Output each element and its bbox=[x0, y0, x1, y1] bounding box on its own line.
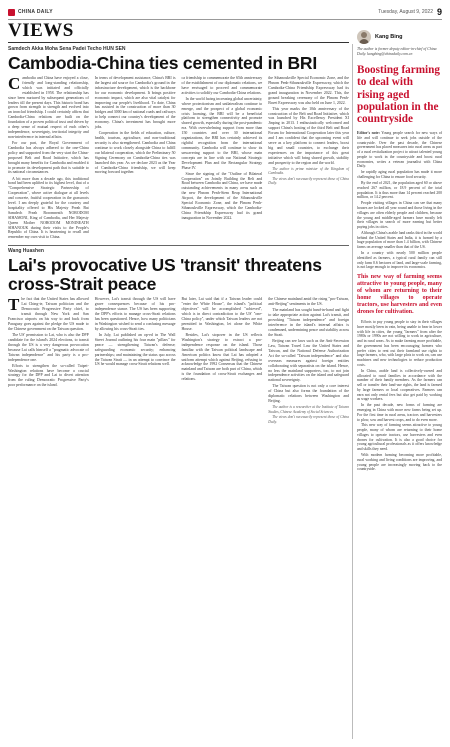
article2-paragraph: The mainland has sought hand-in-hand and fight to take appropriate action against Lai's transit, and provoking "Taiwan independence" and foreign interference in the island's internal affairs is condemned, undermining peace and stability across the Strait. bbox=[268, 308, 349, 337]
article3-headline: Boosting farming to deal with rising aged population in the countryside bbox=[357, 64, 440, 125]
article3-editors-note bbox=[357, 131, 442, 169]
article2-col-4 bbox=[268, 297, 349, 425]
article3-author-bio: The author is former deputy editor-in-chief of China Daily. kangbing@chinadaily.com.cn bbox=[357, 47, 437, 56]
article2-disclaimer: The views don't necessarily represent those of China Daily. bbox=[268, 415, 349, 424]
article3-paragraph: With modern farming becoming more profitable, rural working and living conditions are improving, and young people are increasingly moving back to the countryside. bbox=[357, 453, 442, 472]
article2-paragraph: In July, Lai published an op-ed in The Wall Street Journal outlining his four main "pillars" for peace — strengthening Taiwan's defense; safeguarding economic security; enhancing partnerships; and maintaining the status quo across the Taiwan Strait — in an attempt to convince the US he would manage cross-Strait relations well. bbox=[94, 333, 176, 367]
article1-paragraph: A bit more than a decade ago, this traditional bond had been uplifted to its highest level, that of a "Comprehensive Strategic Partnership of Cooperation", where active dialogue at all levels and concrete, fruitful cooperation in the grassroots level. I am deeply grateful for the courtesy and hospitality offered to His Majesty Preah Bat Samdech Preah Boromneath NORODOM SIHAMONI, King of Cambodia, and Her Majesty Queen Mother NORODOM MONINEATH SIHANOUK during their visits to the People's Republic of China. It is heartening to recall and remember my own visit to China. bbox=[8, 176, 89, 240]
article3-paragraph: In a country with nearly 500 million people identified as farmers, a typical rural family can still only farm 0.6 hectares of land, and large-scale farming, is not large enough to improve its economics. bbox=[357, 251, 442, 270]
article2-headline: Lai's provocative US 'transit' threatens cross-Strait peace bbox=[8, 255, 322, 295]
editors-note-label: Editor's note: bbox=[357, 131, 380, 136]
masthead-brand-group bbox=[8, 9, 53, 16]
article2-col-3 bbox=[182, 297, 263, 425]
article3-paragraph: Although China's arable land ranks third in the world behind the United States and India, it is farmed by a huge population of more than 1.4 billion, with Chinese farms on average smaller than that of the US. bbox=[357, 230, 442, 250]
article3-author: Kang Bing bbox=[375, 34, 403, 40]
article1-paragraph: For our part, the Royal Government of Cambodia has always adhered to the one-China policy and supported from the very start the China-proposed Belt and Road Initiative, which has brought many benefits for Cambodia and enabled it to promote its development path that is suitable to its national circumstances. bbox=[8, 140, 89, 175]
article3-paragraph: This new way of farming seems attractive to young people, many of whom are returning to their home villages to operate tractors, use harvesters and even drones for cultivation. It is also a good choice for young agricultural professionals as it offers knowledge and skills they need. bbox=[357, 423, 442, 452]
main-column bbox=[8, 44, 349, 425]
article2-author-note: The author is a researcher at the Institute of Taiwan Studies, Chinese Academy of Social Sciences. bbox=[268, 405, 349, 414]
article2-paragraph: Beijing can see laws such as the Anti-Secession Law, Taiwan Travel Law the United States and Taiwan, and the National Defense Authorization Act the so-called "Taiwan independence" and also overseas measures against foreign entities collaborating with separatists on the island. Hence, no less the mainland supporters, too, to not join independence activities on the island and safeguard national sovereignty. bbox=[268, 339, 349, 383]
article3-paragraph: In China, arable land is collectively-owned and allocated to rural families in accordance with the number of their family members. As the farmers can sell or transfer their land-use rights, the land is farmed by large farmers or local cooperatives. Farmers can earn not only rental fees but also get paid by working as wage workers. bbox=[357, 368, 442, 402]
article2-body bbox=[8, 297, 349, 425]
article3-paragraph: Efforts to pay young people to stay in their villages have mostly been in vain, being unable to bear in lower with life in cities, the young "farmers" from after the 1980s or 1990s are not willing to work in agriculture, and in rural areas. As to make farming more profitable, the government has been encouraging farmers who prefer cities to rent out their farmland use rights to large farmers, who, with large plots to work on, can use machines and new technologies to reduce production costs. bbox=[357, 320, 442, 367]
article2-paragraph: Efforts to strengthen the so-called Taipei-Washington relations have become a crucial strategy for the DPP and Lai to divert attention from the ruling Democratic Progressive Party's poor performance on the island. bbox=[8, 363, 89, 388]
article1-paragraph: This year marks the 10th anniversary of the construction of the Belt and Road Initiative, which was launched by His Excellency President XI Jinping in 2013. I enthusiastically welcomed and support China's hosting of the third Belt and Road Forum for International Cooperation later this year and I am confident that the upcoming event will serve as a key platform to connect leaders, boost big and small countries, to exchange their experiences on the importance of this great initiative which will bring shared growth, stability and prosperity to the region and the world. bbox=[268, 106, 349, 165]
article1-col-3 bbox=[182, 76, 263, 241]
masthead bbox=[8, 6, 442, 18]
author-avatar bbox=[357, 30, 371, 44]
article3-author-row bbox=[357, 30, 442, 44]
article1-paragraph: ca friendship to commemorate the 65th anniversary of the establishment of our diplomatic relations, we have envisaged to proceed and commemorate activities to solidify our Cambodia-China relations. bbox=[181, 76, 263, 95]
article-divider bbox=[8, 245, 349, 246]
article3-body bbox=[357, 131, 442, 472]
editors-note-text: Young people search for new ways of life and will continue to seek jobs outside of the countryside. Over the past decade, the Chinese government has placed measures into rural areas as part of a rural revitalization project to attract talented young people to work in the countryside and boost rural economies, writes a veteran journalist with China Daily. bbox=[357, 131, 443, 169]
china-daily-logo-icon bbox=[8, 9, 15, 16]
masthead-date: Tuesday, August 9, 2022 bbox=[378, 9, 433, 15]
article2-paragraph: The US' permission to Lai, who is also the DPP candidate for the island's 2024 elections, to transit through the US is a very dangerous provocation because Lai calls himself a "pragmatic advocate of Taiwan independence" and his party is a pro-independence one. bbox=[8, 333, 89, 362]
article2-paragraph: But later, Lai said that if a Taiwan leader could "enter the White House", the island's "political objectives" will be accomplished "achieved", which is in direct contradiction to the US' "one-China policy", under which Taiwan leaders are not permitted in Washington, let alone the White House. bbox=[181, 297, 263, 331]
article3-paragraph: he rapidly aging rural population has made it more challenging for China to ensure food security. bbox=[357, 170, 442, 180]
article1-col-4 bbox=[268, 76, 349, 241]
article1-col-1 bbox=[8, 76, 89, 241]
article2-paragraph: the Chinese mainland amid the rising "pro-Taiwan, anti-Beijing" sentiments in the US. bbox=[268, 297, 349, 307]
article1-author-note: The author is prime minister of the Kingdom of Cambodia. bbox=[268, 166, 349, 176]
article1-text: ambodia and China have enjoyed a close, friendly and long-standing relationship, which was initiated and officially established in 1958. The relationship has since been nurtured by subsequent generations of leaders till the present days. This historic bond has grown from strength to strength and evolved into an ironclad friendship. I could certainly affirm that Cambodia-China relations are built on the foundation of a proven political trust and driven by a deep sense of mutual respect of each other's independence, sovereignty, territorial integrity and non-interference in internal affairs. bbox=[8, 76, 89, 139]
article3-pull-quote: This new way of farming seems attractive to young people, many of whom are returning to their home villages to operate tractors, use harvesters and even drones for cultivation. bbox=[357, 274, 442, 316]
column-divider bbox=[352, 44, 353, 739]
masthead-brand: CHINA DAILY bbox=[18, 9, 53, 15]
article3-paragraph: People visiting villages in China can see that many houses are locked all year round and those living in the villages are often elderly people and children, because the young and middle-aged farmers have mostly left their villages in search of more earning but better paying jobs in cities. bbox=[357, 201, 442, 230]
article1-byline: Samdech Akka Moha Sena Padei Techo HUN SEN bbox=[8, 46, 126, 52]
article2-paragraph: The Taiwan question is not only a core interest of China but also forms the foundation of the diplomatic relations between Washington and Beijing. bbox=[268, 384, 349, 404]
article1-dropcap: C bbox=[8, 74, 21, 93]
article2-text: he fact that the United States has allowed Lai Ching-te, Taiwan politician and the Democratic Progressive Party chief, to transit through New York and San Francisco airports on his way to and back from Paraguay goes against the pledge the US made to the Chinese government on the Taiwan question. bbox=[8, 297, 89, 331]
masthead-right bbox=[378, 7, 442, 17]
article2-paragraph: Besides, Lai's stopover in the US reflects Washington's strategy to extract a pro-independence response on the island. Those familiar with the Taiwan political landscape and American politics know that Lai has adopted a uniform attempt which against Beijing, refusing to acknowledge the 1992 Consensus that the Chinese mainland and Taiwan are both part of China, which is the foundation of cross-Strait exchanges and relations. bbox=[181, 333, 263, 382]
article1-headline: Cambodia-China ties cemented in BRI bbox=[8, 53, 318, 73]
article2-col-2 bbox=[95, 297, 176, 425]
article1-col-2 bbox=[95, 76, 176, 241]
article1-paragraph bbox=[8, 76, 89, 140]
article2-paragraph bbox=[8, 297, 89, 331]
article2-col-1 bbox=[8, 297, 89, 425]
article1-disclaimer: The views don't necessarily represent those of China Daily. bbox=[268, 176, 349, 186]
article1-body bbox=[8, 76, 349, 241]
section-rule bbox=[8, 42, 349, 43]
section-title: VIEWS bbox=[8, 20, 74, 41]
article1-paragraph: Since the signing of the "Outline of Bilateral Cooperation" on Jointly Building the Belt and Road between Cambodia and China, we have made outstanding achievements in many areas such as the new Phnom Penh-Siem Reap International Airport, the development of the Sihanoukville Special Economic Zone, and the Phnom Penh-Sihanoukville Expressway, which the Cambodia-China Friendship Expressway had its grand inauguration in November 2022. bbox=[181, 171, 263, 220]
sidebar-column bbox=[357, 30, 442, 473]
article3-paragraph: In the past decade, new forms of farming are emerging in China with more new farms being set up. For the first time in rural areas, tractors and harvesters to plow, sow and harvest crops, and to do even more. bbox=[357, 403, 442, 422]
article2-paragraph: However, Lai's transit through the US will have grave consequences because of his pro-independence stance. The US has been supporting the DPP's efforts to manage cross-Strait relations has been questioned. Hence, how many politicians in Washington wished to send a confusing message by allowing his cross-Strait ties. bbox=[94, 297, 176, 331]
article1-paragraph: In terms of development assistance, China's BRI is the largest aid source for Cambodia's ground in the infrastructure development, which is the backbone for our economic development. It brings positive economic impact, which are also vital catalyst for improving our people's livelihood. To date, China has assisted in the construction of more than 30 bridges and 3000 km of national roads and railways to help connect our country's development of the economy. China's investment has brought more jobs. bbox=[94, 76, 176, 130]
article1-paragraph: Cooperation in the fields of education, culture, health, tourism, agriculture, and non-traditional security is also strengthened. Cambodia and China continue to work closely alongside China to fulfill our bilateral cooperation, which the Preliminary 50 Signing Ceremony on Cambodia-China ties was launched this year. As we declare 2023 as the Year of Cambodia-China friendship, we will keep moving forward together. bbox=[94, 131, 176, 175]
article1-paragraph: the Sihanoukville Special Economic Zone, and the Phnom Penh-Sihanoukville Expressway, which the Cambodia-China Friendship Expressway had its grand inauguration in November 2022. This, the ground breaking ceremony of the Phnom Penh-Bavet Expressway was also held on June 1, 2022. bbox=[268, 76, 349, 105]
page-number: 9 bbox=[436, 7, 442, 17]
article2-dropcap: T bbox=[8, 295, 20, 315]
article1-paragraph: In the world facing increasing global uncertainty, where protectionism and unilateralism continue to emerge, and the prospect of a global economic crisis looming, the BRI will be a beneficial platform to strengthen connectivity and promote shared growth, especially during the post-pandemic era. With overwhelming support from more than 150 countries and over 30 international organizations, the BRI has certainly achieved its rightful recognition from the international community. Cambodia will continue to show its unwavering support to the BRI, whose main concepts are in line with our National Strategic Development Plan and the Rectangular Strategy Phase IV. bbox=[181, 96, 263, 170]
article2-byline: Wang Huashen bbox=[8, 248, 44, 255]
article3-paragraph: By the end of 2021, the population aged 60 or above reached 267 million, or 18.9 percent of the total population. It is thus more than 14 percent reached 200 million, or 14.2 percent. bbox=[357, 181, 442, 200]
